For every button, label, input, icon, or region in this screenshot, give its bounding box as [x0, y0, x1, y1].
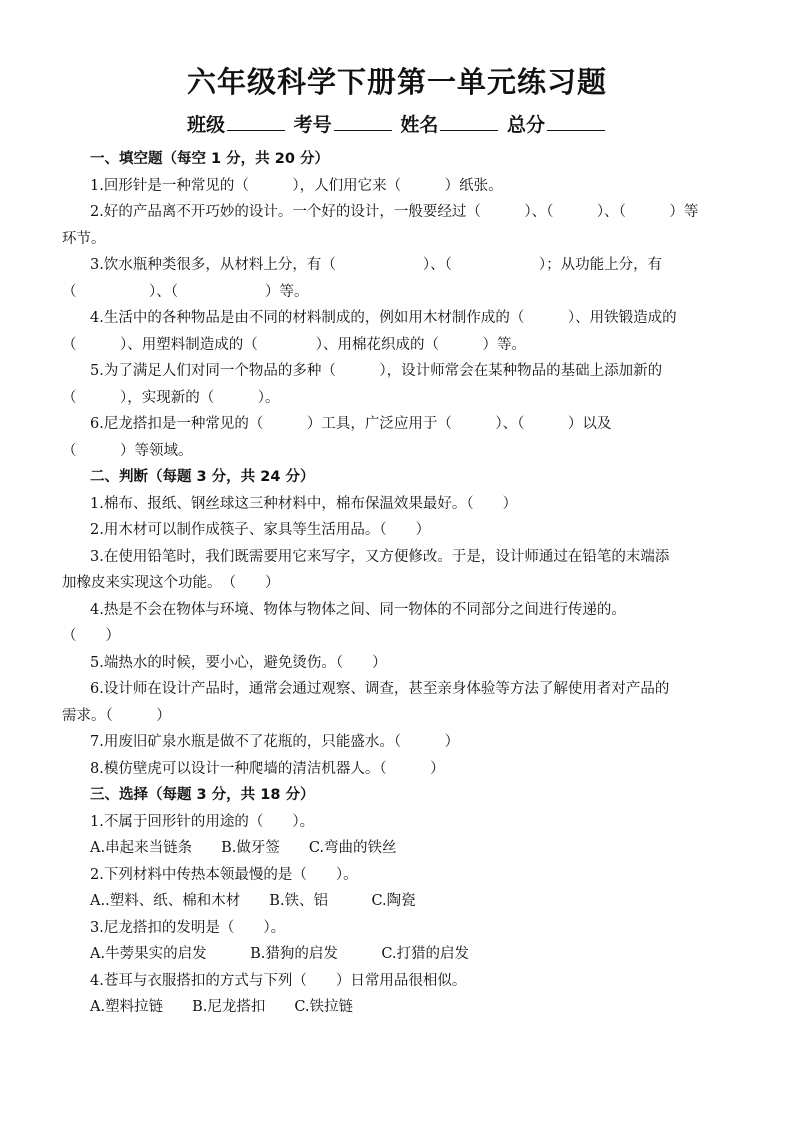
question-line: （ ） — [62, 628, 120, 644]
student-info-row — [0, 110, 794, 137]
question-line: 加橡皮来实现这个功能。 （ ） — [62, 575, 280, 591]
question-line: 8.模仿壁虎可以设计一种爬墙的清洁机器人。（ ） — [90, 760, 445, 777]
name-label: 姓名 — [400, 114, 439, 136]
question-line: 6.设计师在设计产品时，通常会通过观察、调查，甚至亲身体验等方法了解使用者对产品的 — [90, 681, 670, 697]
exam-number-label: 考号 — [293, 114, 332, 136]
question-line: 3.饮水瓶种类很多，从材料上分，有（ ）、（ ）；从功能上分，有 — [90, 257, 663, 273]
question-line: A.塑料拉链 B.尼龙搭扣 C.铁拉链 — [90, 999, 354, 1015]
question-line: 2.用木材可以制作成筷子、家具等生活用品。（ ） — [90, 522, 431, 538]
question-line: 4.生活中的各种物品是由不同的材料制成的，例如用木材制作成的（ ）、用铁锻造成的 — [90, 310, 677, 326]
question-content — [62, 146, 734, 1021]
question-line: 5.端热水的时候，要小心，避免烫伤。（ ） — [90, 654, 387, 671]
exam-number-blank — [334, 129, 392, 131]
question-line: 4.热是不会在物体与环境、物体与物体之间、同一物体的不同部分之间进行传递的。 — [90, 601, 626, 618]
total-score-blank — [547, 129, 605, 131]
question-line: 2.好的产品离不开巧妙的设计。一个好的设计，一般要经过（ ）、（ ）、（ ）等 — [90, 204, 699, 220]
name-blank — [440, 129, 498, 131]
question-line: 1.不属于回形针的用途的（ ）。 — [90, 813, 315, 830]
total-score-label: 总分 — [506, 114, 545, 136]
question-line: （ ）、用塑料制造成的（ ）、用棉花织成的（ ）等。 — [62, 336, 526, 353]
question-line: 4.苍耳与衣服搭扣的方式与下列（ ）日常用品很相似。 — [90, 972, 467, 989]
page-title: 六年级科学下册第一单元练习题 — [186, 65, 607, 99]
question-line: 环节。 — [62, 230, 106, 247]
question-line: 6.尼龙搭扣是一种常见的（ ）工具，广泛应用于（ ）、（ ）以及 — [90, 416, 612, 432]
question-line: （ ）等领域。 — [62, 442, 193, 459]
question-line: （ ）、（ ）等。 — [62, 283, 309, 300]
class-label: 班级 — [187, 114, 226, 136]
question-line: 7.用废旧矿泉水瓶是做不了花瓶的，只能盛水。（ ） — [90, 734, 460, 750]
question-line: A.牛蒡果实的启发 B.猎狗的启发 C.打猎的启发 — [90, 946, 470, 962]
question-line: 1.回形针是一种常见的（ ），人们用它来（ ）纸张。 — [90, 177, 503, 194]
question-line: 需求。（ ） — [62, 707, 171, 724]
question-line: （ ），实现新的（ ）。 — [62, 389, 280, 406]
section-heading: 三、选择（每题 3 分，共 18 分） — [90, 787, 315, 803]
question-line: 3.在使用铅笔时，我们既需要用它来写字，又方便修改。于是，设计师通过在铅笔的末端添 — [90, 548, 670, 565]
class-blank — [227, 129, 285, 131]
question-line: 5.为了满足人们对同一个物品的多种（ ），设计师常会在某种物品的基础上添加新的 — [90, 363, 663, 379]
question-line: A..塑料、纸、棉和木材 B.铁、铝 C.陶瓷 — [90, 893, 416, 909]
question-line: 3.尼龙搭扣的发明是（ ）。 — [90, 919, 286, 936]
section-heading: 一、填空题（每空 1 分，共 20 分） — [90, 151, 329, 167]
question-line: 1.棉布、报纸、钢丝球这三种材料中，棉布保温效果最好。（ ） — [90, 495, 518, 512]
section-heading: 二、判断（每题 3 分，共 24 分） — [90, 469, 315, 485]
question-line: 2.下列材料中传热本领最慢的是（ ）。 — [90, 866, 358, 883]
question-line: A.串起来当链条 B.做牙签 C.弯曲的铁丝 — [90, 840, 397, 856]
